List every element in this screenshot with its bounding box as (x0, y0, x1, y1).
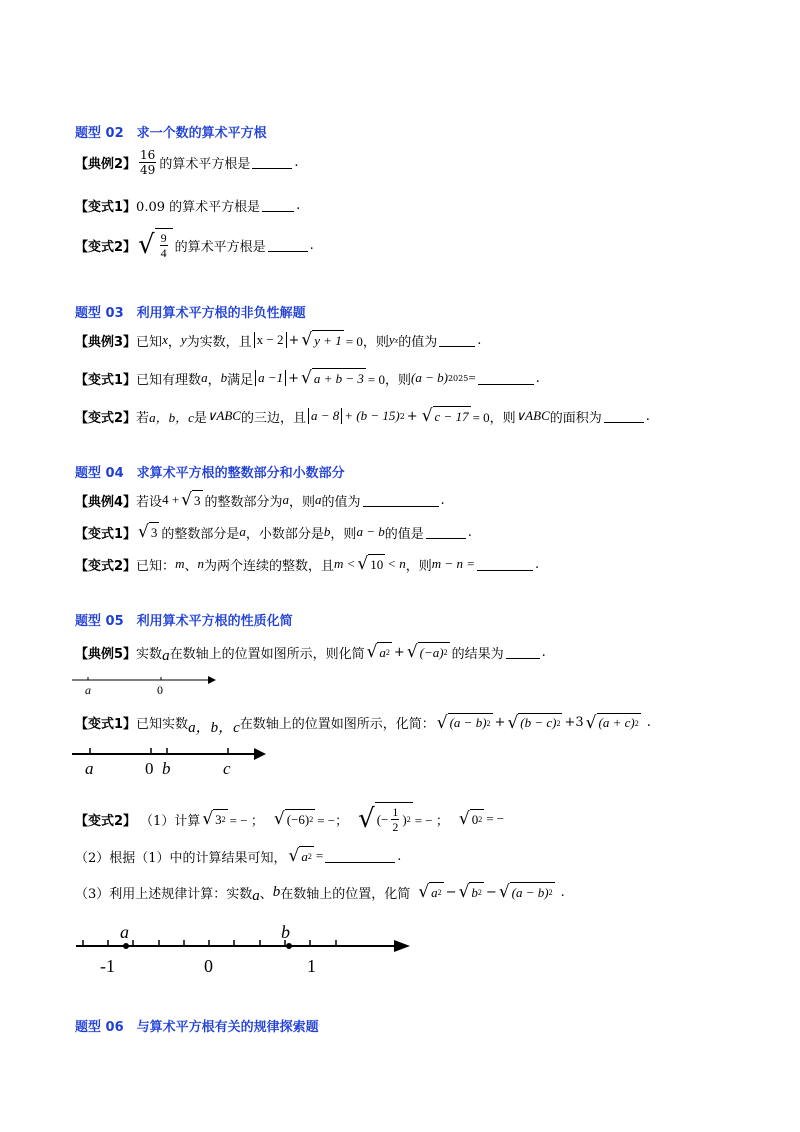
variant-4-1: 【变式1】 √ 3 的整数部分是 a ，小数部分是 b ，则 a − b 的值是 . (75, 522, 472, 542)
section-title-02: 题型 02 求一个数的算术平方根 (75, 126, 267, 141)
svg-text:-1: -1 (100, 956, 115, 976)
variant-2-2: 【变式2】 √ $\frac{9}{4}$ 的算术平方根是 . (75, 230, 314, 260)
tag-example-2: 【典例2】 (75, 157, 137, 172)
section-title-03: 题型 03 利用算术平方根的非负性解题 (75, 306, 306, 321)
fraction: $\frac{16}{49}$ (140, 148, 156, 177)
number-line-abc (68, 742, 278, 778)
svg-text:0: 0 (204, 956, 213, 976)
variant-3-1: 【变式1】 已知有理数 a ， b 满足 a −1 + √ a + b − 3 = 0，则 (a − b) 2025 = . (75, 368, 540, 388)
variant-5-1: 【变式1】 已知实数 a，b，c 在数轴上的位置如图所示，化简： √ (a − b) 2 + √ (b − c) 2 +3 √ (a + c) 2 . (75, 712, 651, 736)
svg-text:a: a (120, 922, 129, 942)
variant-5-2: 【变式2】 （1）计算 √ 3 2 = − ； √ (−6) 2 = −； √ (− $\frac{1}{2}$ ) 2 = − ； √ 0 2 = − (75, 804, 505, 834)
number-line-ab (74, 920, 414, 980)
variant-5-2-part-3: （3）利用上述规律计算：实数 a 、 b 在数轴上的位置，化简 √ a 2 − √ b 2 − √ (a − b) 2 . (75, 882, 565, 904)
axis-label-a: a (85, 683, 91, 697)
section-title-06: 题型 06 与算术平方根有关的规律探索题 (75, 1020, 319, 1035)
svg-text:c: c (223, 759, 231, 778)
example-2: 【典例2】 $\frac{16}{49}$ 的算术平方根是 . (75, 148, 299, 177)
variant-3-2: 【变式2】 若 a，b，c 是 ∨ABC 的三边，且 a − 8 + (b − 15) 2 + √ c − 17 = 0，则 ∨ABC 的面积为 . (75, 406, 650, 426)
answer-blank (252, 156, 292, 169)
answer-blank (262, 199, 294, 212)
svg-text:1: 1 (307, 956, 316, 976)
answer-blank (439, 334, 475, 347)
answer-blank (506, 646, 540, 659)
example-3: 【典例3】 已知 x ， y 为实数，且 x − 2 + √ y + 1 = 0，则 y x 的值为 . (75, 330, 482, 350)
answer-blank (477, 558, 533, 571)
answer-blank (426, 526, 466, 539)
answer-blank (363, 494, 439, 507)
axis-label-zero: 0 (157, 683, 163, 697)
answer-blank (604, 410, 644, 423)
section-title-05: 题型 05 利用算术平方根的性质化简 (75, 614, 293, 629)
answer-blank (478, 372, 534, 385)
svg-text:0: 0 (145, 759, 154, 778)
svg-text:b: b (281, 922, 290, 942)
variant-5-2-part-2: （2）根据（1）中的计算结果可知， √ a 2 = . (75, 846, 402, 866)
square-root: √ $\frac{9}{4}$ (138, 228, 173, 262)
example-5: 【典例5】 实数 a 在数轴上的位置如图所示，则化简 √ a 2 + √ (−a) 2 的结果为 . (75, 642, 546, 664)
answer-blank (268, 239, 308, 252)
variant-2-1: 【变式1】 0.09 的算术平方根是 . (75, 198, 301, 215)
example-4: 【典例4】 若设 4 + √ 3 的整数部分为 a ，则 a 的值为 . (75, 490, 445, 510)
svg-text:b: b (162, 759, 171, 778)
variant-4-2: 【变式2】 已知： m 、 n 为两个连续的整数，且 m < √ 10 < n ，则 m − n = . (75, 554, 540, 574)
section-title-04: 题型 04 求算术平方根的整数部分和小数部分 (75, 466, 345, 481)
svg-text:a: a (85, 759, 94, 778)
number-line-a (68, 672, 218, 698)
answer-blank (325, 850, 395, 863)
